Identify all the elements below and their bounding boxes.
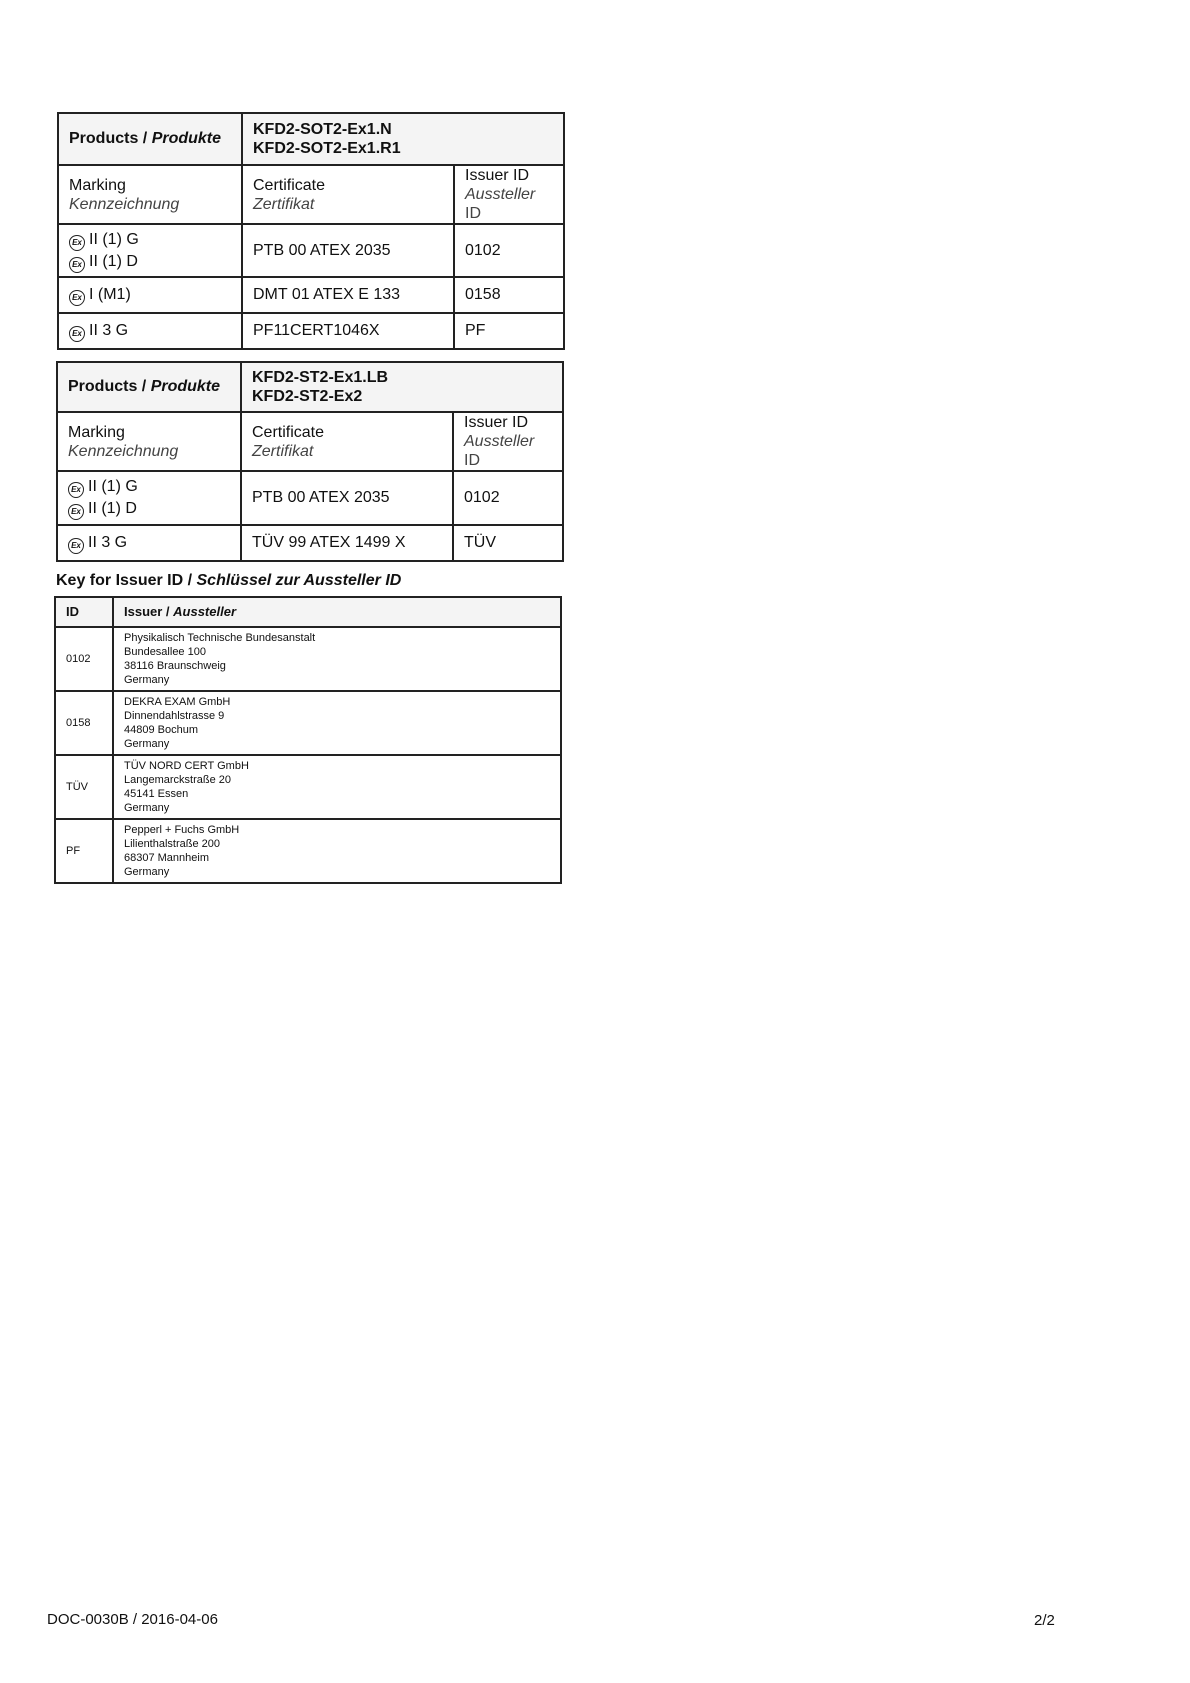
product-name: KFD2-ST2-Ex2 [252, 388, 363, 405]
page-number: 2/2 [1034, 1612, 1055, 1629]
marking-header: Marking Kennzeichnung [58, 165, 242, 224]
issuer-header: Issuer ID Aussteller ID [453, 412, 563, 471]
issuer-cell: TÜV [453, 525, 563, 561]
ex-icon: Ex [68, 538, 84, 554]
product-name: KFD2-SOT2-Ex1.R1 [253, 140, 401, 157]
key-id-header: ID [55, 597, 113, 627]
key-issuer-address: TÜV NORD CERT GmbH Langemarckstraße 20 45141 Essen Germany [113, 755, 561, 819]
marking-cell: Ex II 3 G [58, 313, 242, 349]
certificate-cell: PTB 00 ATEX 2035 [242, 224, 454, 277]
certificate-cell: DMT 01 ATEX E 133 [242, 277, 454, 313]
marking-cell: Ex II (1) G Ex II (1) D [58, 224, 242, 277]
key-issuer-address: Physikalisch Technische Bundesanstalt Bundesallee 100 38116 Braunschweig Germany [113, 627, 561, 691]
key-issuer-address: Pepperl + Fuchs GmbH Lilienthalstraße 200 68307 Mannheim Germany [113, 819, 561, 883]
key-title: Key for Issuer ID / Schlüssel zur Aussteller ID [56, 572, 402, 589]
certificate-cell: TÜV 99 ATEX 1499 X [241, 525, 453, 561]
key-id-cell: TÜV [55, 755, 113, 819]
certificate-table-1 [57, 112, 565, 350]
ex-icon: Ex [68, 504, 84, 520]
certificate-cell: PF11CERT1046X [242, 313, 454, 349]
ex-icon: Ex [68, 482, 84, 498]
issuer-cell: 0102 [453, 471, 563, 525]
issuer-cell: 0158 [454, 277, 564, 313]
product-names [242, 113, 564, 165]
marking-header: Marking Kennzeichnung [57, 412, 241, 471]
key-id-cell: 0158 [55, 691, 113, 755]
issuer-cell: PF [454, 313, 564, 349]
marking-cell: Ex II (1) G Ex II (1) D [57, 471, 241, 525]
issuer-cell: 0102 [454, 224, 564, 277]
ex-icon: Ex [69, 290, 85, 306]
ex-icon: Ex [69, 326, 85, 342]
certificate-header: Certificate Zertifikat [241, 412, 453, 471]
product-names [241, 362, 563, 412]
key-issuer-address: DEKRA EXAM GmbH Dinnendahlstrasse 9 44809 Bochum Germany [113, 691, 561, 755]
certificate-table-2 [56, 361, 564, 562]
certificate-cell: PTB 00 ATEX 2035 [241, 471, 453, 525]
products-label: Products / Produkte [58, 113, 242, 165]
issuer-key-table [54, 596, 562, 884]
marking-cell: Ex II 3 G [57, 525, 241, 561]
issuer-header: Issuer ID Aussteller ID [454, 165, 564, 224]
ex-icon: Ex [69, 257, 85, 273]
key-id-cell: 0102 [55, 627, 113, 691]
marking-cell: Ex I (M1) [58, 277, 242, 313]
key-issuer-header: Issuer / Aussteller [113, 597, 561, 627]
certificate-header: Certificate Zertifikat [242, 165, 454, 224]
product-name: KFD2-SOT2-Ex1.N [253, 121, 392, 138]
products-label: Products / Produkte [57, 362, 241, 412]
document-id: DOC-0030B / 2016-04-06 [47, 1611, 218, 1628]
ex-icon: Ex [69, 235, 85, 251]
product-name: KFD2-ST2-Ex1.LB [252, 369, 389, 386]
key-id-cell: PF [55, 819, 113, 883]
